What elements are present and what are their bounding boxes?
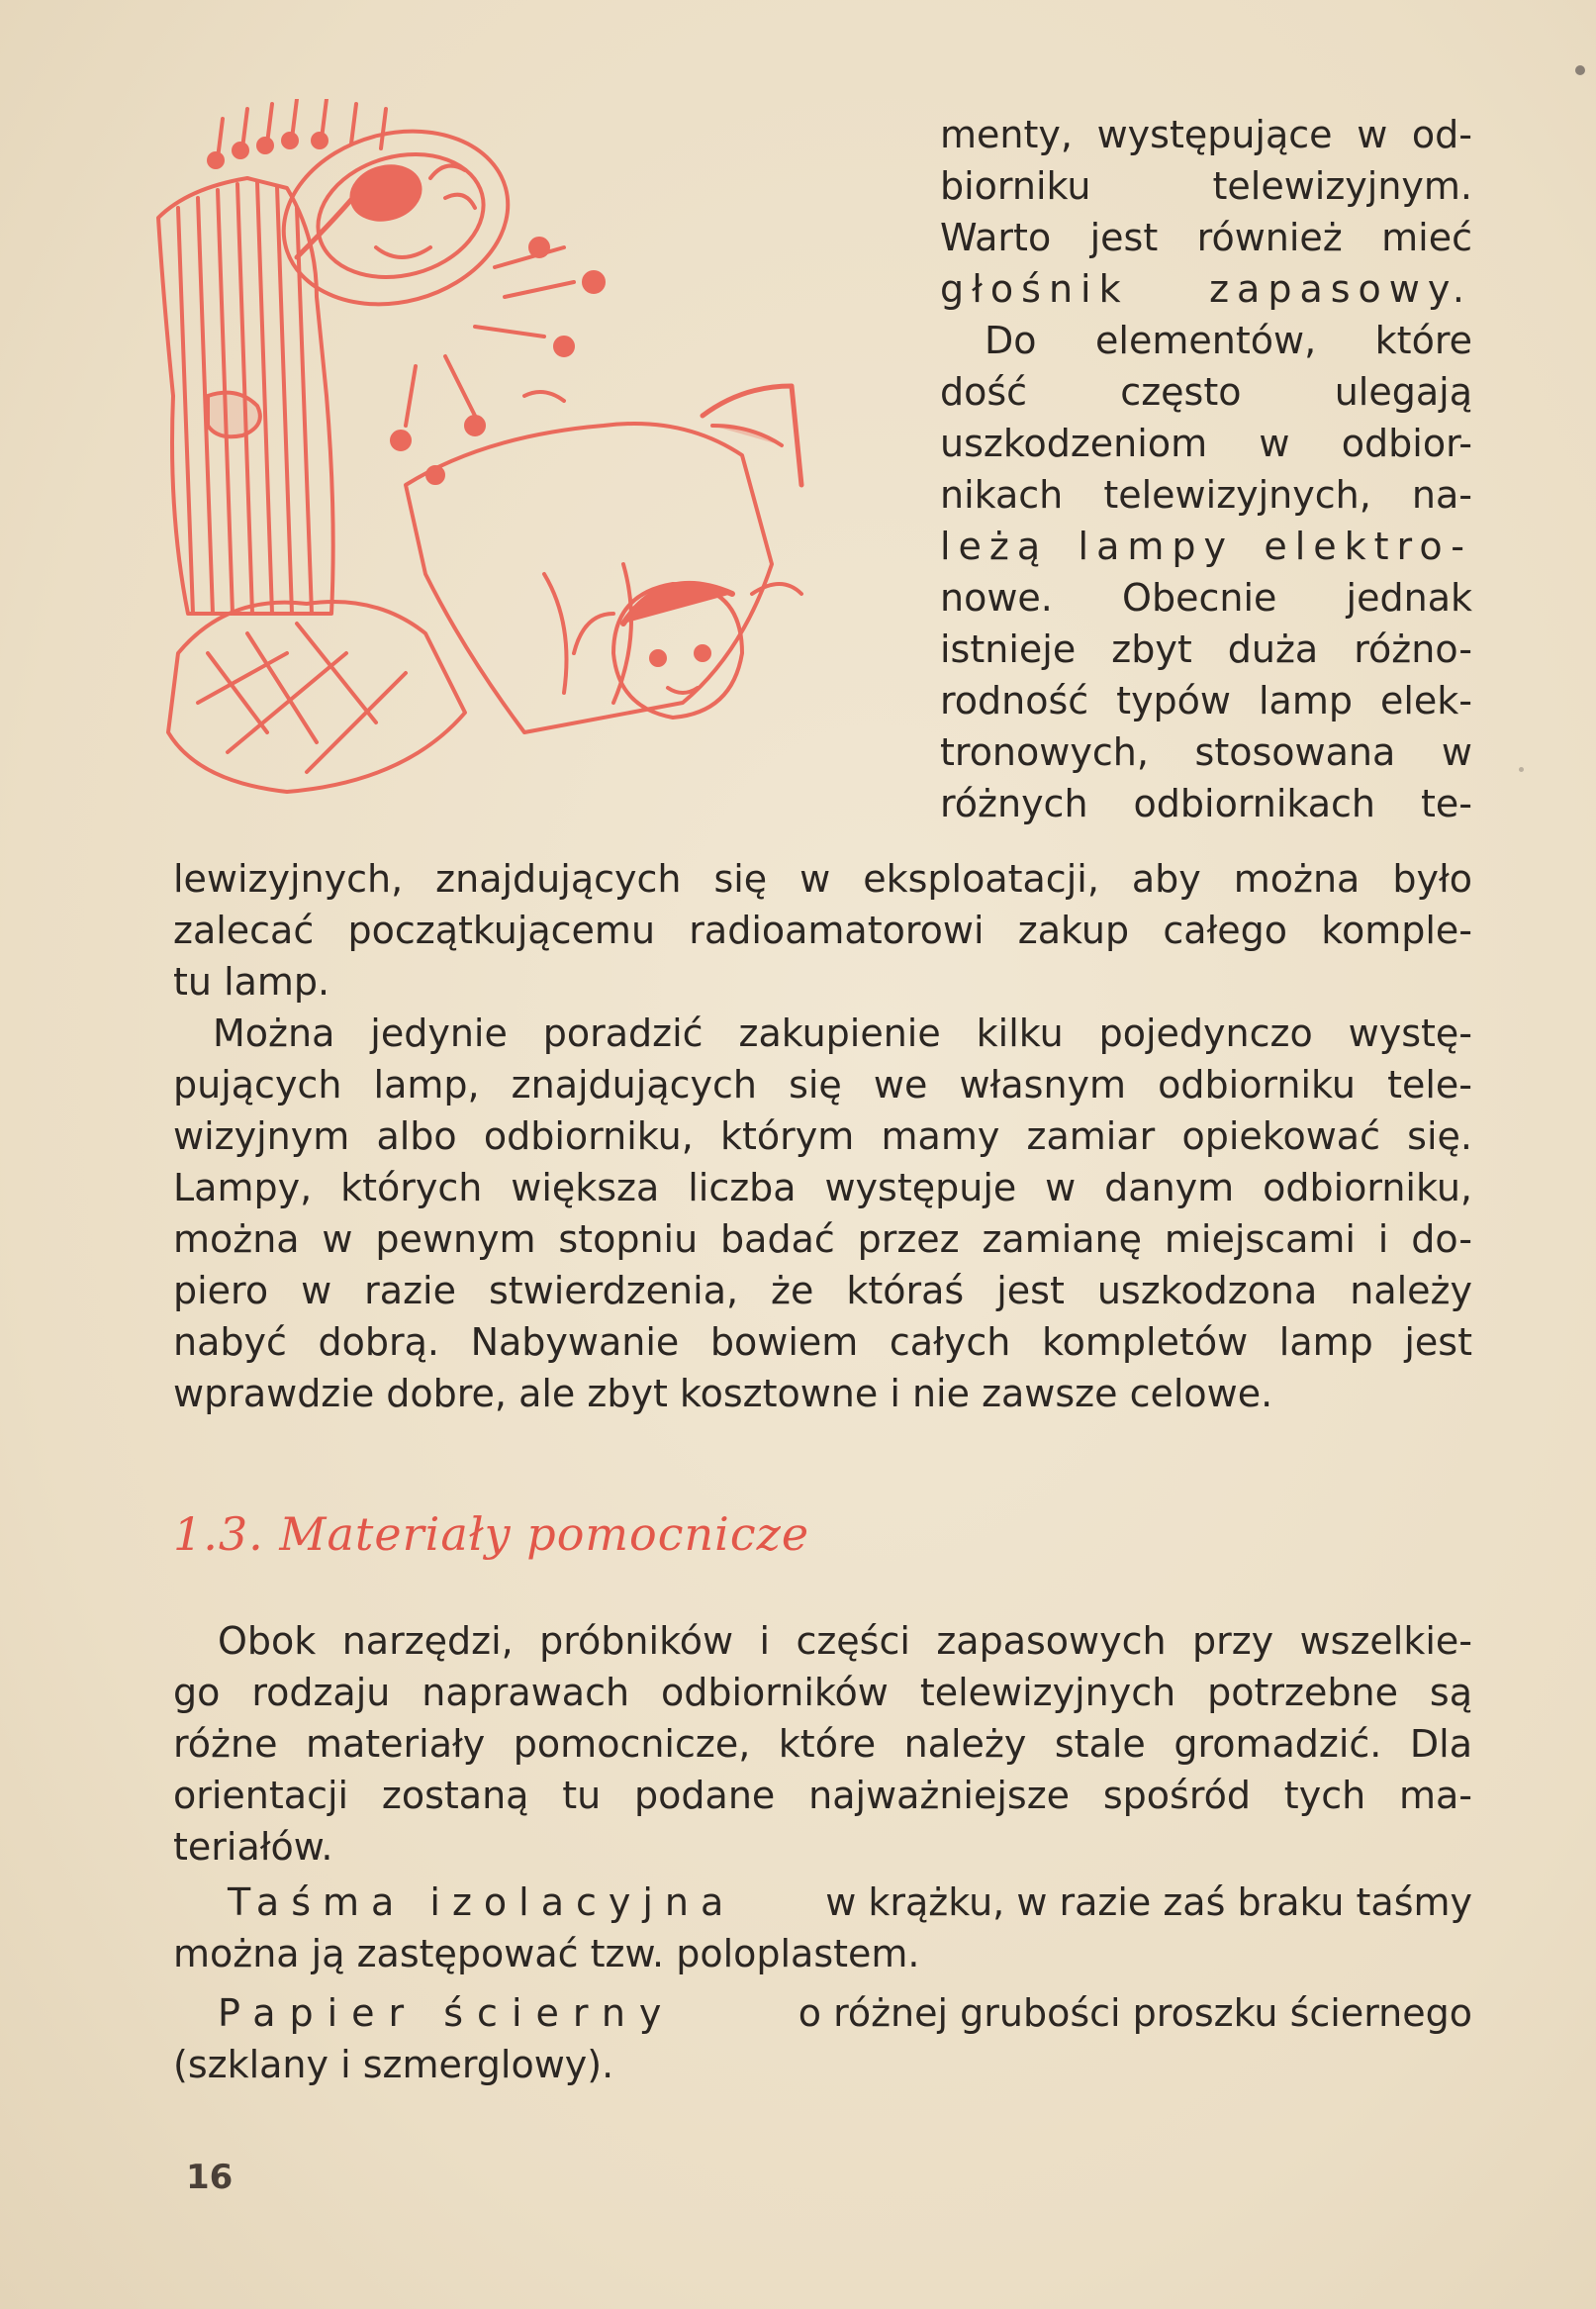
text-line: tu lamp. — [173, 960, 330, 1004]
page-number: 16 — [186, 2158, 234, 2197]
text-line: Warto jest również mieć — [940, 216, 1472, 259]
text-line: wprawdzie dobre, ale zbyt kosztowne i nie zawsze celowe. — [173, 1372, 1273, 1415]
pajama-figure — [158, 178, 361, 614]
text-line: zalecać początkującemu radioamatorowi zakup całego komple- — [173, 909, 1472, 952]
text-line: teriałów. — [173, 1825, 333, 1869]
paper-speck — [1575, 65, 1585, 75]
paper-speck — [1519, 767, 1524, 772]
text-line: pujących lamp, znajdujących się we własnym odbiorniku tele- — [173, 1063, 1472, 1106]
text-line: Obok narzędzi, próbników i części zapasowych przy wszelkie- — [218, 1619, 1472, 1663]
text-line: rodność typów lamp elek- — [940, 679, 1472, 722]
text-line: nowe. Obecnie jednak — [940, 576, 1472, 620]
text-line: różnych odbiornikach te- — [940, 782, 1472, 825]
text-line: można ją zastępować tzw. poloplastem. — [173, 1932, 920, 1975]
text-line: Lampy, których większa liczba występuje w danym odbiorniku, — [173, 1166, 1472, 1209]
text-line: (szklany i szmerglowy). — [173, 2043, 614, 2086]
music-speaker-sleeper-illustration — [148, 99, 940, 812]
text-line: istnieje zbyt duża różno- — [940, 627, 1472, 671]
text-line: leżą lampy elektro- — [940, 525, 1472, 568]
text-line: menty, występujące w od- — [940, 113, 1472, 156]
text-line: różne materiały pomocnicze, które należy stale gromadzić. Dla — [173, 1722, 1472, 1766]
text-line: tronowych, stosowana w — [940, 730, 1472, 774]
text-line: można w pewnym stopniu badać przez zamianę miejscami i do- — [173, 1217, 1472, 1261]
text-line: głośnik zapasowy. — [940, 267, 1472, 311]
section-heading: 1.3. Materiały pomocnicze — [173, 1507, 810, 1561]
text-line: go rodzaju naprawach odbiorników telewizyjnych potrzebne są — [173, 1671, 1472, 1714]
spaced-term: Papier ścierny — [218, 1991, 676, 2035]
text-line: lewizyjnych, znajdujących się w eksploatacji, aby można było — [173, 857, 1472, 901]
spaced-term: Taśma izolacyjna — [228, 1880, 736, 1924]
text-line: nabyć dobrą. Nabywanie bowiem całych kompletów lamp jest — [173, 1320, 1472, 1364]
text-line: orientacji zostaną tu podane najważniejsze spośród tych ma- — [173, 1774, 1472, 1817]
text-fragment: o różnej grubości proszku ściernego — [798, 1991, 1472, 2035]
text-line: wizyjnym albo odbiorniku, którym mamy zamiar opiekować się. — [173, 1114, 1472, 1158]
text-fragment: w krążku, w razie zaś braku taśmy — [825, 1880, 1472, 1924]
text-line: nikach telewizyjnych, na- — [940, 473, 1472, 517]
text-line-with-term — [218, 1987, 1472, 2039]
text-line: dość często ulegają — [940, 370, 1472, 414]
text-line: Do elementów, które — [985, 319, 1472, 362]
text-line: piero w razie stwierdzenia, że któraś jest uszkodzona należy — [173, 1269, 1472, 1312]
text-line-with-term — [228, 1876, 1472, 1928]
text-line: Można jedynie poradzić zakupienie kilku pojedynczo wystę- — [213, 1011, 1472, 1055]
text-line: biorniku telewizyjnym. — [940, 164, 1472, 208]
text-line: uszkodzeniom w odbior- — [940, 422, 1472, 465]
